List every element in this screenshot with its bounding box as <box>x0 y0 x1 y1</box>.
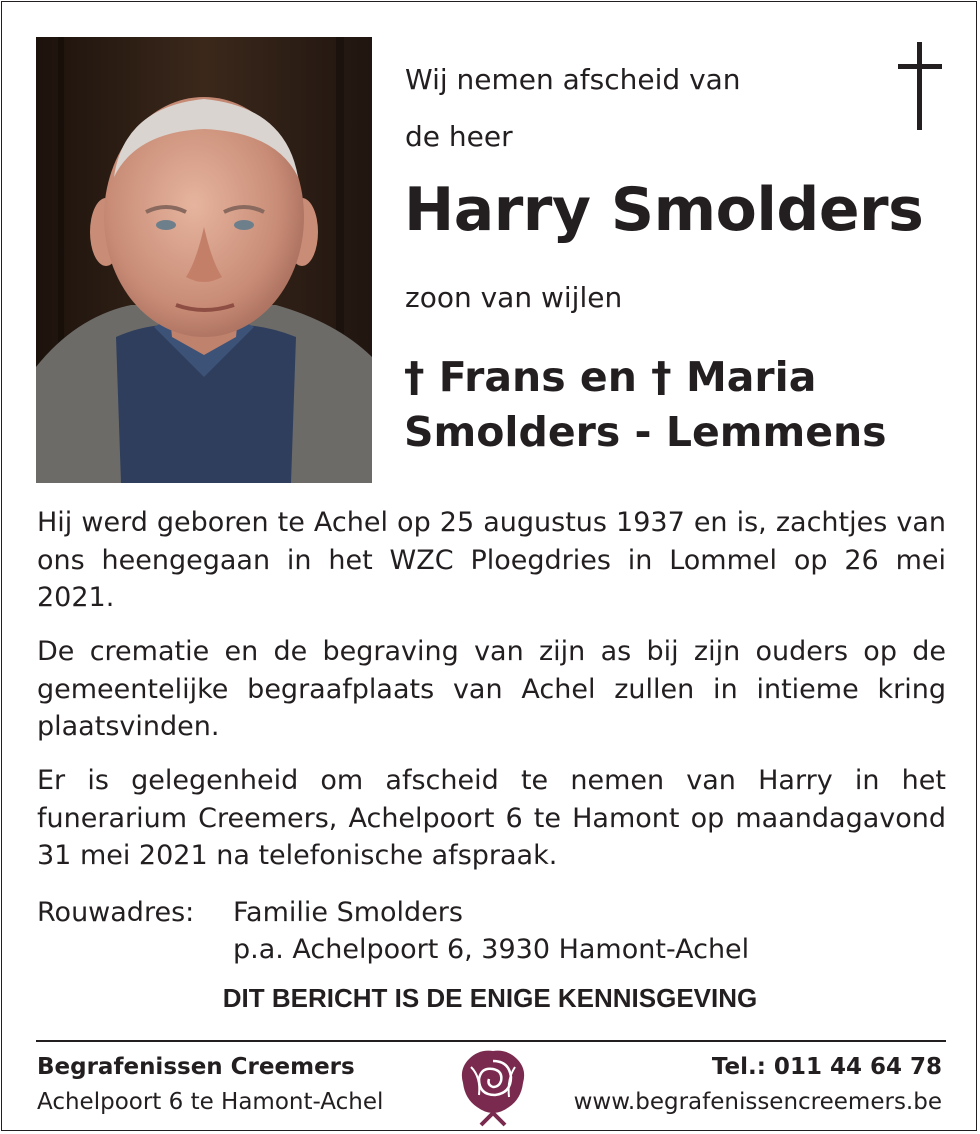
footer-website: www.begrafenissencreemers.be <box>573 1089 942 1115</box>
obituary-card <box>1 1 977 1131</box>
mourning-address <box>37 894 749 968</box>
footer-company-name: Begrafenissen Creemers <box>37 1054 355 1080</box>
son-of-label: zoon van wijlen <box>405 281 623 314</box>
latin-cross-icon <box>898 42 942 130</box>
mourning-address-label: Rouwadres: <box>37 897 195 928</box>
deceased-name: Harry Smolders <box>404 175 924 245</box>
footer-divider <box>36 1040 946 1042</box>
birth-death-paragraph: Hij werd geboren te Achel op 25 augustus 1937 en is, zachtjes van ons heengegaan in het WZC Ploegdries in Lommel op 26 mei 2021. <box>37 507 946 613</box>
footer-phone: Tel.: 011 44 64 78 <box>711 1054 942 1080</box>
visitation-paragraph: Er is gelegenheid om afscheid te nemen van Harry in het funerarium Creemers, Achelpoort 6 te Hamont op maandagavond 31 mei 2021 na telefonische afspraak. <box>37 765 946 871</box>
portrait-photo <box>36 37 372 483</box>
intro-line-2: de heer <box>405 120 513 153</box>
parents-line-1: † Frans en † Maria <box>404 353 817 401</box>
rose-logo-icon <box>457 1047 529 1127</box>
intro-line-1: Wij nemen afscheid van <box>405 63 741 96</box>
cremation-paragraph: De crematie en de begraving van zijn as bij zijn ouders op de gemeentelijke begraafplaats van Achel zullen in intieme kring plaatsvinden. <box>37 636 946 742</box>
parents-line-2: Smolders - Lemmens <box>404 408 887 456</box>
parents-names <box>404 350 887 460</box>
footer-company-address: Achelpoort 6 te Hamont-Achel <box>37 1089 384 1115</box>
mourning-address-line-1: Familie Smolders <box>233 897 463 928</box>
mourning-address-line-2: p.a. Achelpoort 6, 3930 Hamont-Achel <box>233 934 750 965</box>
only-notice-statement: DIT BERICHT IS DE ENIGE KENNISGEVING <box>222 983 758 1013</box>
